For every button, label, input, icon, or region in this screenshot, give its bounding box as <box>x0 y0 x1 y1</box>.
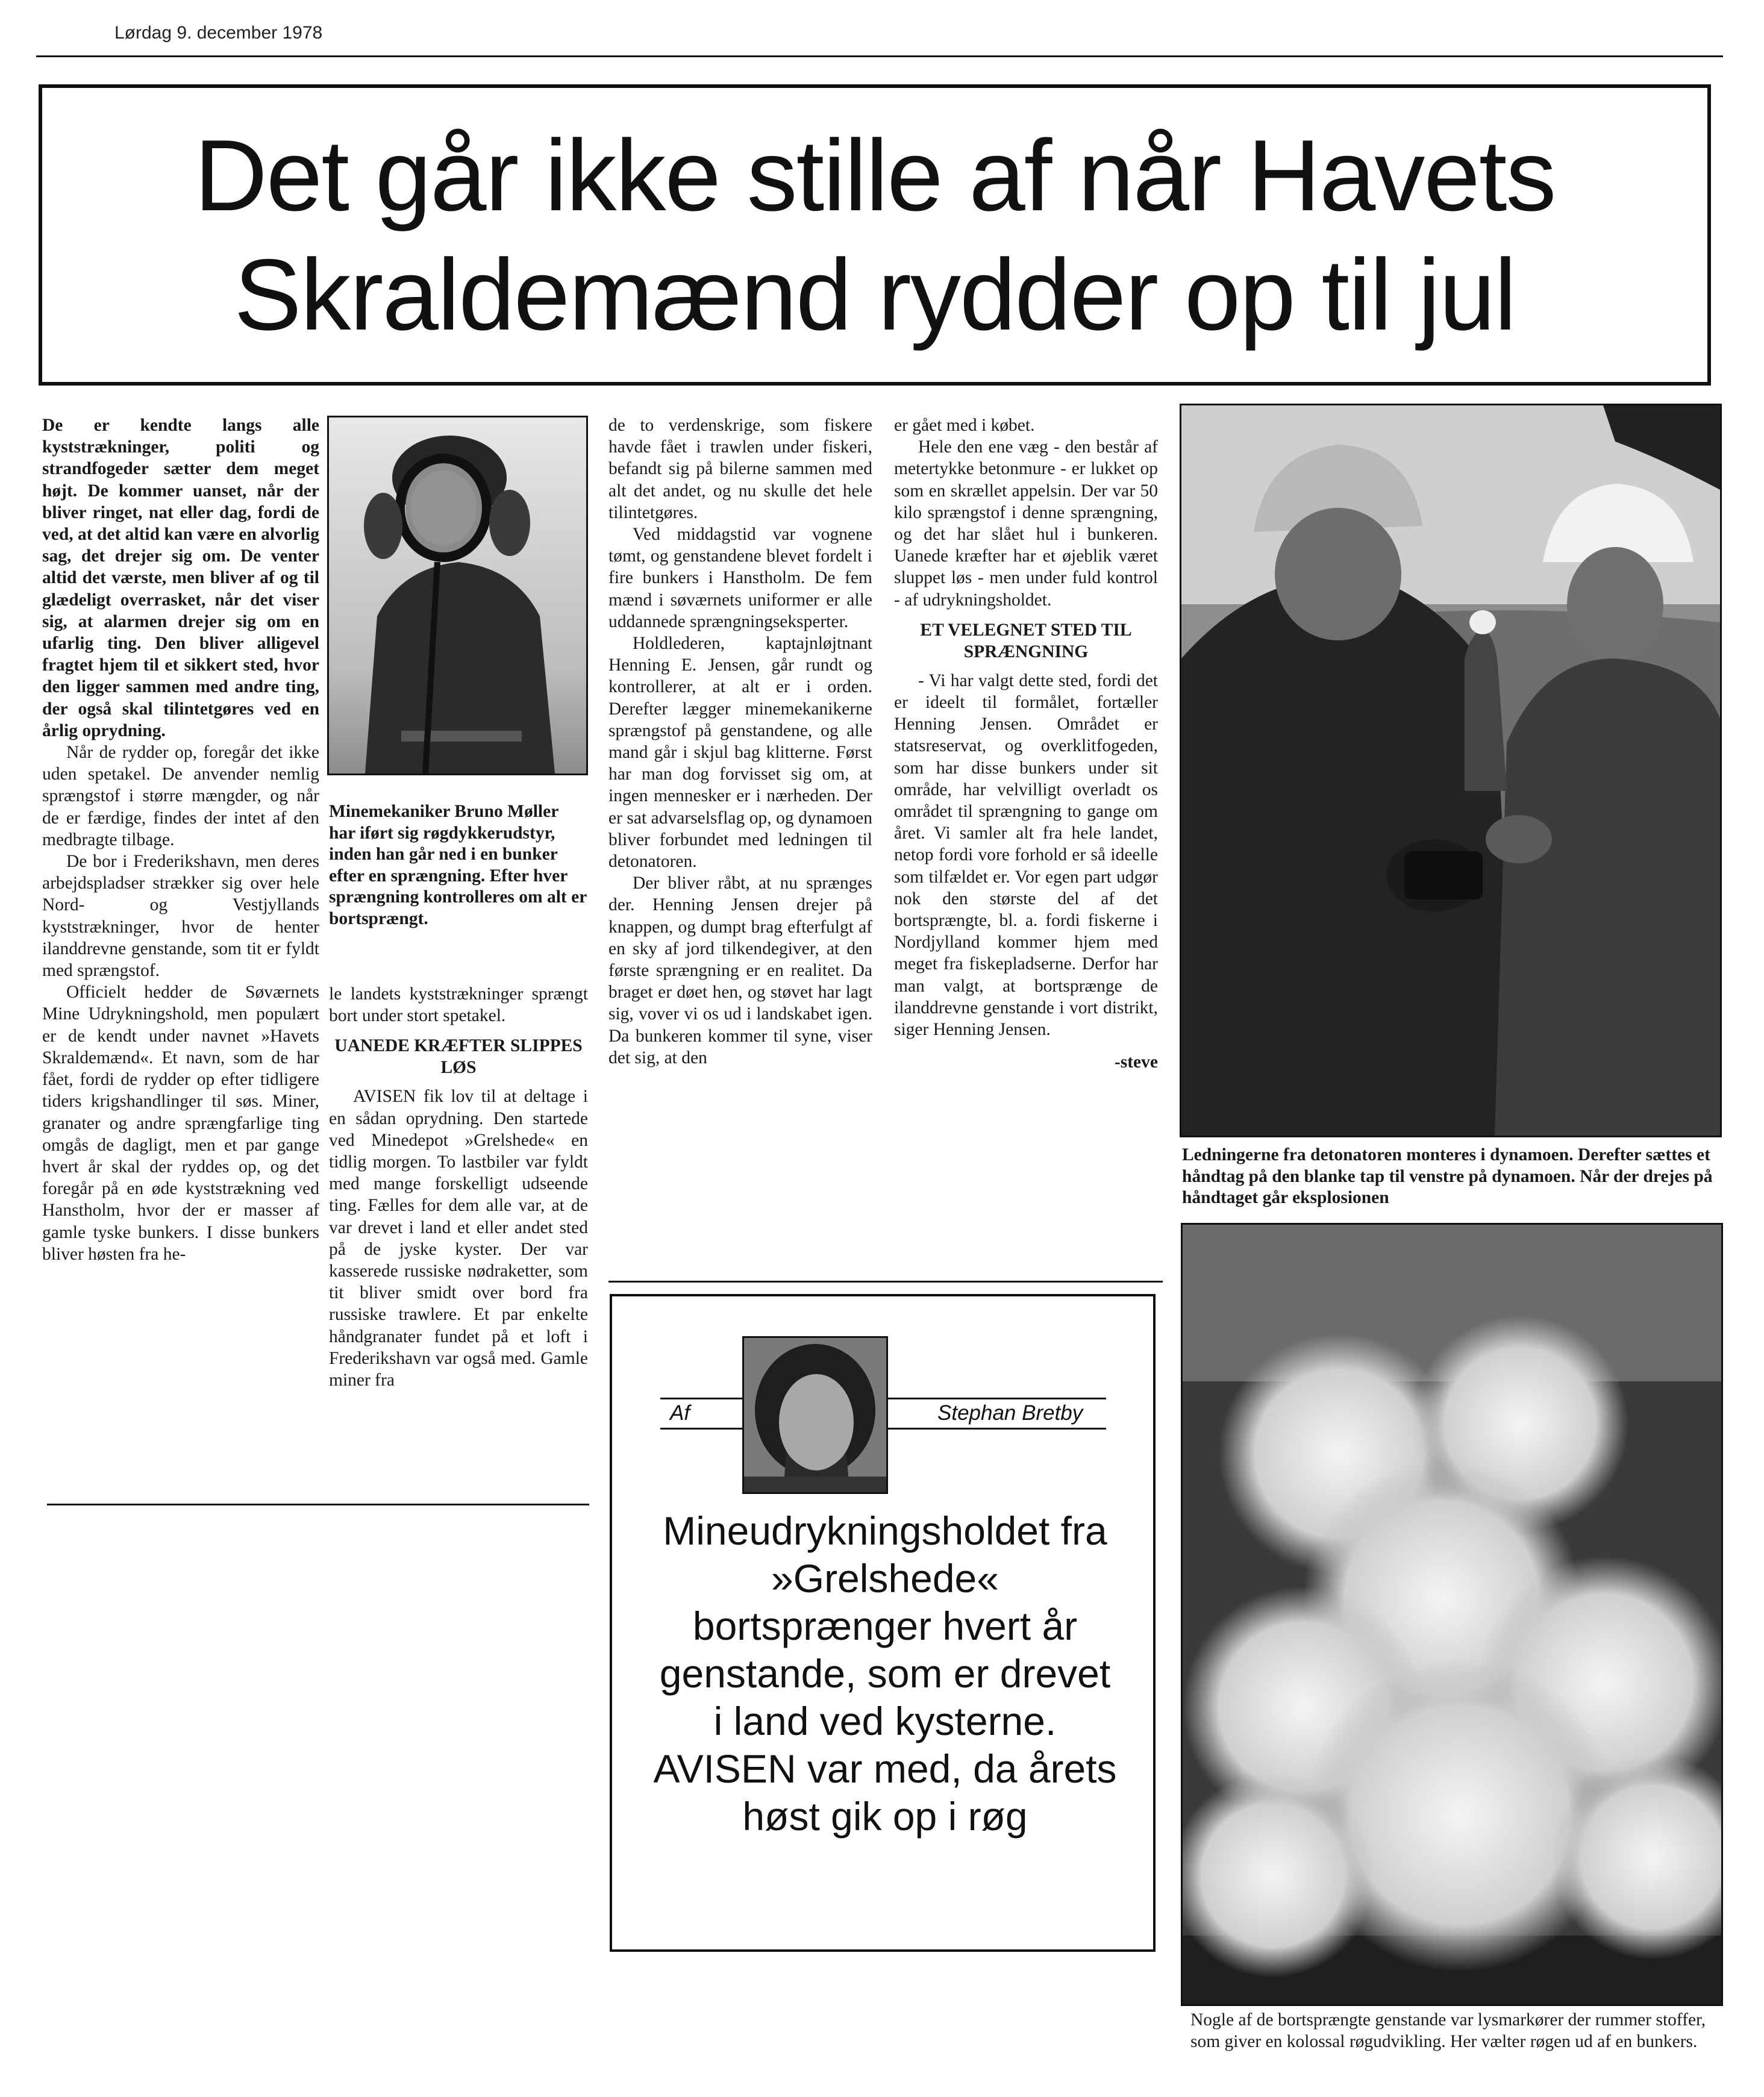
byline-author: Stephan Bretby <box>937 1401 1083 1425</box>
subheading: UANEDE KRÆFTER SLIPPES LØS <box>334 1036 583 1078</box>
body-paragraph: Officielt hedder de Søværnets Mine Udrykningshold, men populært er de kendt under navnet »Havets Skraldemænd«. Et navn, som de har fået, fordi de rydder op efter tidligere tiders krigshandlinger til søs. Miner, granater og andre sprængfarlige ting omgås de dagligt, men et par gange hvert år skal der ryddes op, og det foregår på en øde kyststrækning ved Hanstholm, hvor der er masser af gamle tyske bunkers. I disse bunkers bliver høsten fra he- <box>42 983 319 1264</box>
top-rule <box>36 55 1723 57</box>
promo-line: høst gik op i røg <box>742 1794 1028 1839</box>
detonator-photo-image <box>1181 405 1720 1136</box>
promo-line: Mineudrykningsholdet fra <box>663 1508 1107 1553</box>
article-bottom-rule <box>47 1504 589 1505</box>
body-paragraph: de to verdenskrige, som fiskere havde fået i trawlen under fiskeri, befandt sig på bilerne sammen med alt det andet, og nu skulle det hele tilintetgøres. <box>608 416 872 522</box>
promo-line: i land ved kysterne. <box>713 1699 1057 1743</box>
headline-line-2: Skraldemænd rydder op til jul <box>234 238 1516 351</box>
signature: -steve <box>1114 1052 1158 1072</box>
dateline: Lørdag 9. december 1978 <box>114 23 323 43</box>
headline-box <box>39 84 1711 386</box>
lead-paragraph: De er kendte langs alle kyststrækninger, politi og strandfogeder sætter dem meget højt. De kommer uanset, når der bliver ringet, nat eller dag, fordi de ved, at det altid kan være en alvorlig sag, det drejer sig om. De venter altid det værste, men bliver af og til glædeligt overrasket, når det viser sig, at alarmen drejer sig om en ufarlig ting. Den bliver alligevel fragtet hjem til et sikkert sted, hvor den ligger sammen med andre ting, der også skal tilintetgøres ved en årlig oprydning. <box>42 416 319 740</box>
smoke-photo <box>1181 1223 1723 2006</box>
body-paragraph: - Vi har valgt dette sted, fordi det er ideelt til formålet, fortæller Henning Jensen. Området er statsreservat, og overklitfogeden, som har disse bunkers under sit område, har velvilligt overladt os området til sprængning to gange om året. Vi samler alt fra hele landet, netop fordi vore forhold er så ideelle som tilfældet er. Vor egen part udgør nok den største del af det bortsprængte, bl. a. fordi fiskerne i Nordjylland kommer hjem med meget fra fiskepladserne. Derfor har man valgt, at bortsprænge de ilanddrevne genstande i vort distrikt, siger Henning Jensen. <box>894 670 1158 1040</box>
article-bottom-rule <box>608 1281 1163 1283</box>
byline-af-label: Af <box>670 1401 690 1425</box>
body-paragraph: Når de rydder op, foregår det ikke uden spetakel. De anvender nemlig sprængstof i større mængder, og når de er færdige, findes der intet af den medbragte tilbage. <box>42 743 319 849</box>
article-column-1 <box>42 414 319 1265</box>
smoke-photo-image <box>1183 1225 1721 2004</box>
author-portrait <box>742 1336 888 1494</box>
byline-promo-box <box>610 1294 1156 1952</box>
diver-photo-caption: Minemekaniker Bruno Møller har iført sig røgdykkerudstyr, inden han går ned i en bunker efter en sprængning. Efter hver sprængning kontrolleres om alt er bortsprængt. <box>329 802 587 928</box>
body-paragraph: le landets kyststrækninger sprængt bort under stort spetakel. <box>329 984 588 1026</box>
body-paragraph: Der bliver råbt, at nu sprænges der. Henning Jensen drejer på knappen, og dumpt brag efterfulgt af en sky af jord tilkendegiver, at den første sprængning er en realitet. Da braget er døet hen, og støvet har lagt sig, vover vi os ud i landskabet igen. Da bunkeren kommer til syne, viser det sig, at den <box>608 873 872 1067</box>
article-column-2 <box>329 983 588 1391</box>
promo-text <box>612 1507 1158 1840</box>
body-paragraph: er gået med i købet. <box>894 416 1035 435</box>
body-paragraph: Hele den ene væg - den består af metertykke betonmure - er lukket op som en skrællet appelsin. Der var 50 kilo sprængstof i denne sprængning, og det har slået hul i bunkeren. Uanede kræfter har et øjeblik været sluppet løs - men under fuld kontrol - af udrykningsholdet. <box>894 437 1158 610</box>
subheading: ET VELEGNET STED TIL SPRÆNGNING <box>920 620 1132 661</box>
smoke-photo-caption: Nogle af de bortsprængte genstande var lysmarkører der rummer stoffer, som giver en kolossal røgudvikling. Her vælter røgen ud af en bunkers. <box>1190 2010 1706 2051</box>
body-paragraph: De bor i Frederikshavn, men deres arbejdspladser strækker sig over hele Nord- og Vestjyllands kyststrækninger, hvor de henter ilanddrevne genstande, som tit er fyldt med sprængstof. <box>42 852 319 981</box>
body-paragraph: Ved middagstid var vognene tømt, og genstandene blevet fordelt i fire bunkers i Hanstholm. De fem mænd i søværnets uniformer er alle uddannede sprængningseksperter. <box>608 525 872 631</box>
detonator-photo <box>1180 404 1722 1137</box>
promo-line: AVISEN var med, da årets <box>653 1746 1117 1791</box>
diver-photo-image <box>329 417 586 773</box>
body-paragraph: Holdlederen, kaptajnløjtnant Henning E. Jensen, går rundt og kontrollerer, at alt er i orden. Derefter lægger minemekanikerne sprængstof på genstandene, og alle mand går i skjul bag klitterne. Først har man dog forvisset sig om, at ingen mennesker er i nærheden. Der er sat advarselsflag op, og dynamoen bliver forbundet med ledningen til detonatoren. <box>608 634 872 872</box>
diver-photo <box>327 416 588 775</box>
promo-line: bortsprænger hvert år <box>692 1604 1078 1648</box>
promo-line: genstande, som er drevet <box>659 1651 1111 1696</box>
body-paragraph: AVISEN fik lov til at deltage i en sådan oprydning. Den startede ved Minedepot »Grelshede« en tidlig morgen. To lastbiler var fyldt med mange forskelligt udseende ting. Fælles for dem alle var, at de var drevet i land et eller andet sted på de jyske kyster. Der var kasserede russiske nødraketter, som tit bliver smidt over bord fra russiske trawlere. Et par enkelte håndgranater fundet på et loft i Frederikshavn var også med. Gamle miner fra <box>329 1087 588 1390</box>
article-column-4 <box>894 414 1158 1073</box>
article-column-3 <box>608 414 872 1069</box>
author-portrait-image <box>744 1338 886 1492</box>
headline-line-1: Det går ikke stille af når Havets <box>194 119 1556 232</box>
detonator-photo-caption: Ledningerne fra detonatoren monteres i dynamoen. Derefter sættes et håndtag på den blanke tap til venstre på dynamoen. Når der drejes på håndtaget går eksplosionen <box>1182 1145 1713 1207</box>
promo-line: »Grelshede« <box>771 1556 999 1601</box>
